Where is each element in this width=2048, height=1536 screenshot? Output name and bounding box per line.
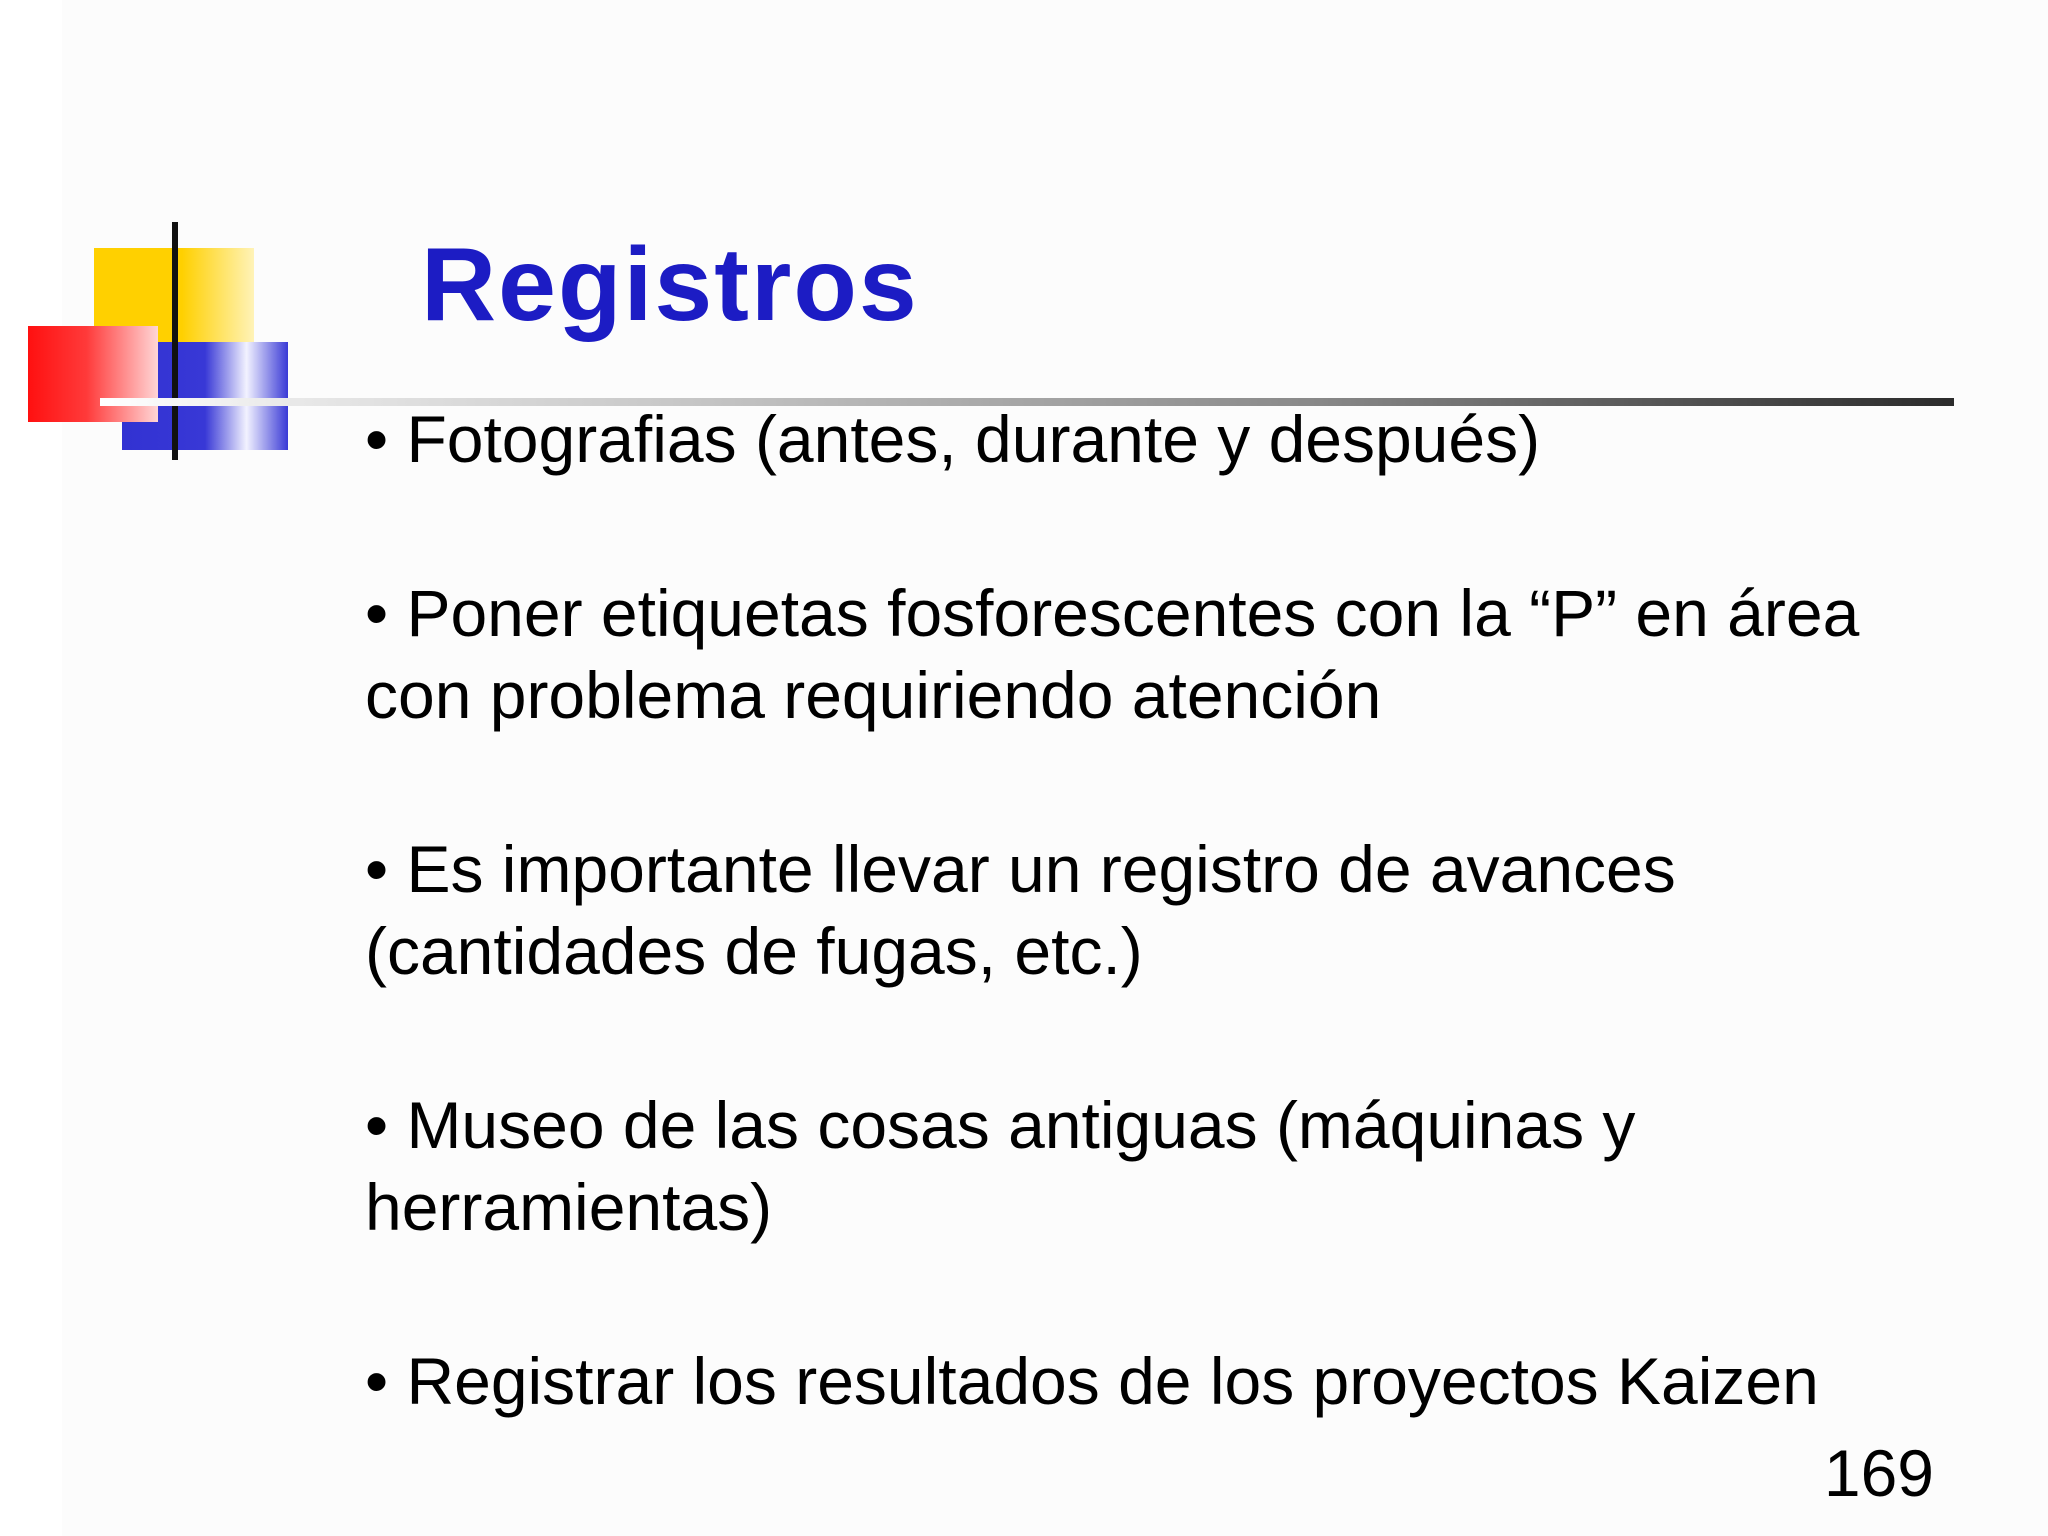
deco-red-square xyxy=(28,326,158,422)
bullet-item: • Poner etiquetas fosforescentes con la “P” en área con problema requiriendo atención xyxy=(365,576,1860,732)
bullet-list xyxy=(365,398,1865,1422)
bullet-item: • Registrar los resultados de los proyectos Kaizen xyxy=(365,1344,1819,1418)
slide-title: Registros xyxy=(421,227,919,343)
bullet-item: • Fotografias (antes, durante y después) xyxy=(365,402,1541,476)
bullet-item: • Museo de las cosas antiguas (máquinas y herramientas) xyxy=(365,1088,1636,1244)
deco-vertical-line xyxy=(172,222,178,460)
slide-number: 169 xyxy=(1823,1436,1934,1510)
bullet-item: • Es importante llevar un registro de avances (cantidades de fugas, etc.) xyxy=(365,832,1676,988)
